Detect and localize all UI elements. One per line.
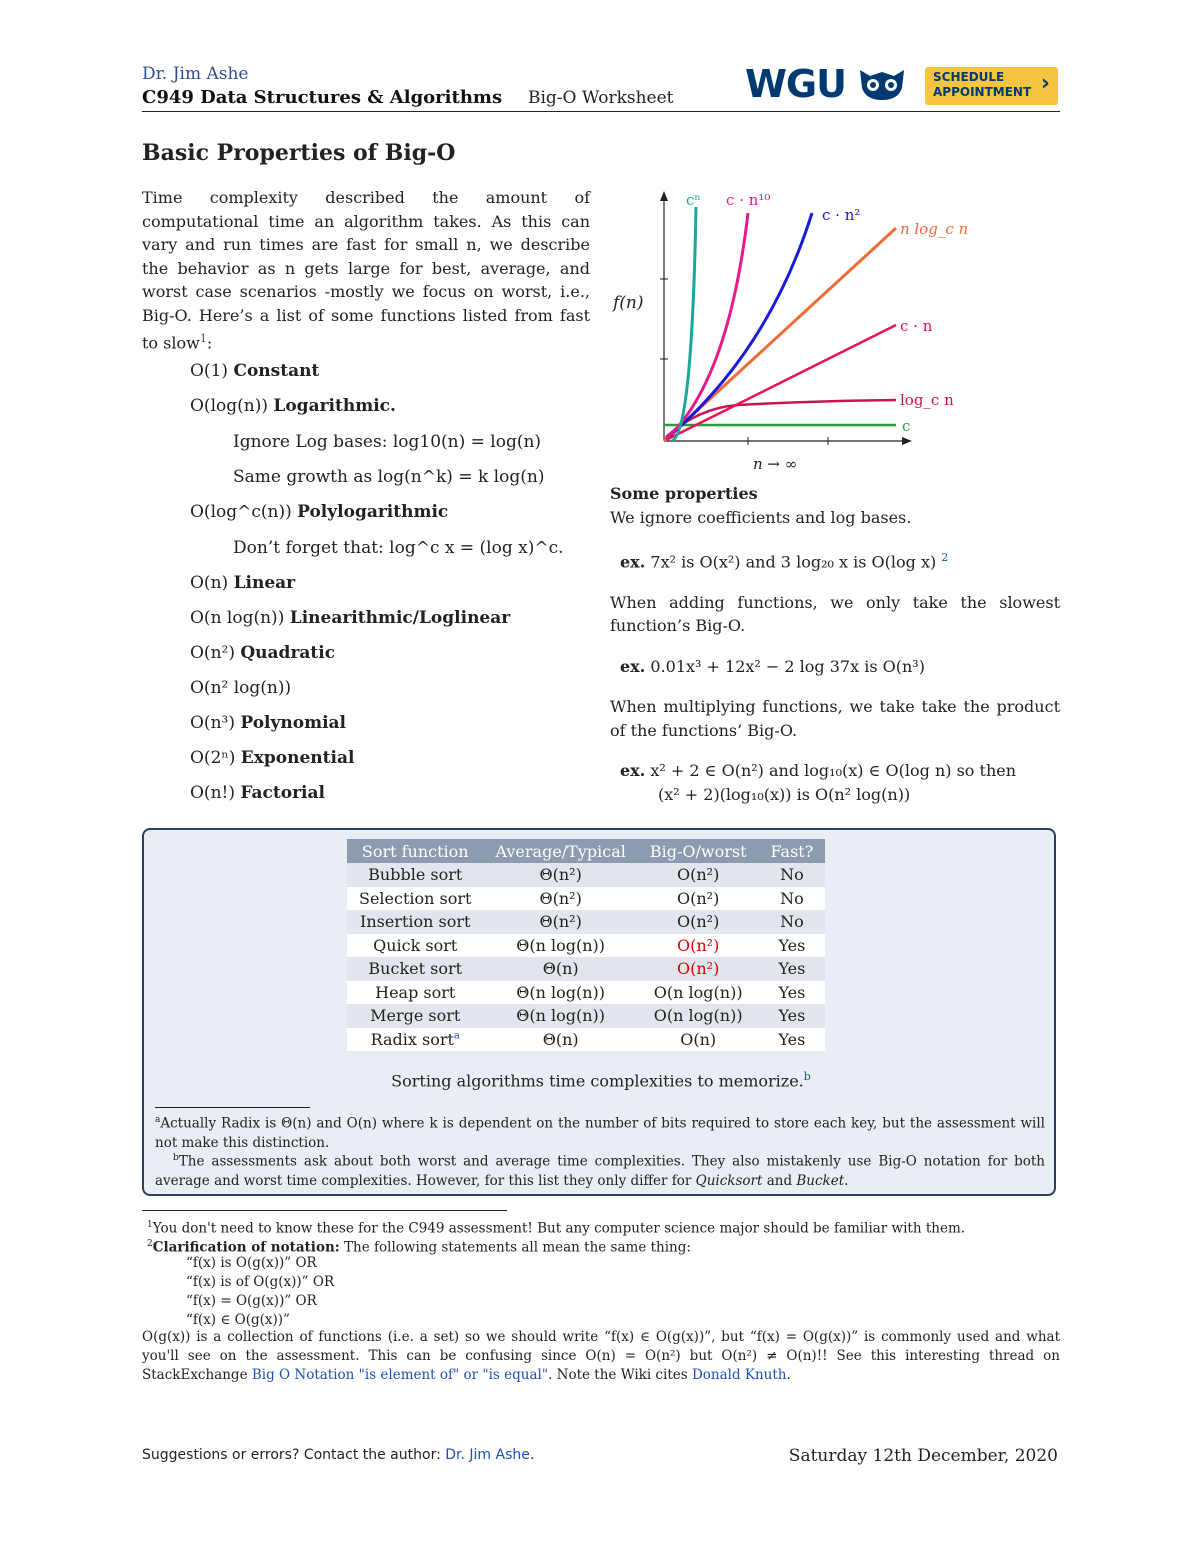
list-item xyxy=(190,608,510,628)
table-row xyxy=(347,1028,825,1052)
ex-label: ex. xyxy=(620,552,646,572)
cell-name xyxy=(347,1028,483,1052)
cell-fast: Yes xyxy=(759,1028,826,1052)
list-item xyxy=(190,396,396,416)
list-item xyxy=(190,678,291,698)
cell-fast: Yes xyxy=(759,934,826,958)
cell-name: Bucket sort xyxy=(347,957,483,981)
statement-item: “f(x) ∈ O(g(x))” xyxy=(186,1312,290,1328)
example-2 xyxy=(610,655,1060,679)
worksheet-title: Big-O Worksheet xyxy=(528,88,674,108)
cell-fast: Yes xyxy=(759,957,826,981)
label-constant: c xyxy=(902,417,911,435)
growth-chart xyxy=(608,183,998,478)
list-name: Quadratic xyxy=(240,643,336,663)
course-title: C949 Data Structures & Algorithms xyxy=(142,87,503,108)
intro-end: : xyxy=(206,333,213,353)
cell-fast: No xyxy=(759,910,826,934)
owl-logo-icon xyxy=(858,66,906,102)
list-name: Polynomial xyxy=(240,713,346,733)
cell-avg: Θ(n) xyxy=(483,1028,637,1052)
table-row xyxy=(347,957,825,981)
list-item xyxy=(190,643,335,663)
footnote-ref-1[interactable]: 1 xyxy=(199,332,207,345)
table-row xyxy=(347,863,825,887)
cell-worst: O(n²) xyxy=(638,957,759,981)
list-name: Exponential xyxy=(240,748,355,768)
wgu-logo: WGU xyxy=(745,62,846,106)
label-linear: c · n xyxy=(900,317,933,335)
cell-worst: O(n²) xyxy=(638,934,759,958)
chart-ylabel: f(n) xyxy=(613,293,644,313)
cell-avg: Θ(n log(n)) xyxy=(483,981,637,1005)
list-item xyxy=(190,502,448,522)
list-expr: O(log(n)) xyxy=(190,396,268,416)
list-expr: Same growth as log(n^k) = k log(n) xyxy=(233,467,545,487)
table-row xyxy=(347,981,825,1005)
y-axis-arrow-icon xyxy=(660,191,668,201)
list-expr: O(1) xyxy=(190,361,229,381)
notation-text: O(g(x)) is a collection of functions (i.e. a set) so we should write “f(x) ∈ O(g(x))”, but “f(x) = O(g(x))” is commonly used and what you'll see on the assessment. This can be confusing since O(n) = O(n²) but O(n²) ≠ O(n)!! See this interesting thread on StackExchange xyxy=(142,1329,1060,1383)
example-3-line2: (x² + 2)(log₁₀(x)) is O(n² log(n)) xyxy=(658,784,911,804)
schedule-label-1: SCHEDULE xyxy=(933,70,1005,84)
section-title: Basic Properties of Big-O xyxy=(142,140,456,166)
table-row xyxy=(347,910,825,934)
list-item xyxy=(233,467,544,487)
footnote-a-mark: a xyxy=(155,1115,161,1125)
cell-worst: O(n log(n)) xyxy=(638,1004,759,1028)
sort-table xyxy=(347,839,825,1051)
footnote-ref-a[interactable]: a xyxy=(453,1030,460,1042)
cell-fast: No xyxy=(759,863,826,887)
box-footnote-rule xyxy=(155,1107,310,1108)
example-1 xyxy=(610,546,1060,574)
footer-text: Suggestions or errors? Contact the author: xyxy=(142,1447,446,1463)
footnote-b-text: The assessments ask about both worst and average time complexities. They also mistakenly use Big-O notation for both average and worst time complexities. However, for this list they only differ for xyxy=(155,1153,1045,1189)
header-average: Average/Typical xyxy=(483,839,637,863)
curve-linear xyxy=(664,325,896,441)
list-expr: O(2ⁿ) xyxy=(190,748,236,768)
cell-name: Bubble sort xyxy=(347,863,483,887)
cell-name: Quick sort xyxy=(347,934,483,958)
list-name: Linear xyxy=(233,573,296,593)
list-item xyxy=(190,573,295,593)
cell-worst: O(n) xyxy=(638,1028,759,1052)
header-sort-function: Sort function xyxy=(347,839,483,863)
footer-text-end: . xyxy=(529,1447,535,1463)
cell-avg: Θ(n²) xyxy=(483,910,637,934)
cell-avg: Θ(n) xyxy=(483,957,637,981)
cell-avg: Θ(n²) xyxy=(483,863,637,887)
schedule-appointment-button[interactable] xyxy=(925,67,1058,105)
list-expr: O(n² log(n)) xyxy=(190,678,292,698)
footnote-b-quicksort: Quicksort xyxy=(695,1172,763,1189)
cell-name: Merge sort xyxy=(347,1004,483,1028)
list-name: Factorial xyxy=(240,783,325,803)
list-expr: O(n) xyxy=(190,573,229,593)
list-item xyxy=(190,783,325,803)
intro-text: Time complexity described the amount of computational time an algorithm takes. As this can vary and run times are fast for small n, we describe the behavior as n gets large for best, average, and worst case scenarios -mostly we focus on worst, i.e., Big-O. Here’s a list of some functions listed from fast to slow xyxy=(142,188,590,353)
header-fast: Fast? xyxy=(759,839,826,863)
intro-paragraph xyxy=(142,186,590,355)
footnote-ref-b[interactable]: b xyxy=(803,1070,811,1083)
cell-name: Heap sort xyxy=(347,981,483,1005)
footnote-1-text: You don't need to know these for the C949 assessment! But any computer science major should be familiar with them. xyxy=(152,1220,966,1237)
cell-fast: Yes xyxy=(759,981,826,1005)
footnote-b-mark: b xyxy=(173,1153,179,1163)
header-rule xyxy=(142,111,1060,112)
author-name: Dr. Jim Ashe xyxy=(142,64,249,84)
header-worst: Big-O/worst xyxy=(638,839,759,863)
cell-worst: O(n²) xyxy=(638,863,759,887)
property-3: When multiplying functions, we take take the product of the functions’ Big-O. xyxy=(610,697,1060,740)
list-item xyxy=(190,361,319,381)
ex-label: ex. xyxy=(620,656,646,676)
notation-paragraph xyxy=(142,1328,1060,1385)
cell-avg: Θ(n log(n)) xyxy=(483,934,637,958)
cell-fast: No xyxy=(759,887,826,911)
example-1-text: 7x² is O(x²) and 3 log₂₀ x is O(log x) xyxy=(650,552,937,572)
cell-fast: Yes xyxy=(759,1004,826,1028)
footnote-b-end: . xyxy=(844,1172,849,1189)
statement-item: “f(x) = O(g(x))” OR xyxy=(186,1293,317,1309)
label-nlogn: n log_c n xyxy=(900,220,969,238)
box-footnote-b xyxy=(155,1149,1045,1191)
chevron-right-icon: › xyxy=(1040,71,1050,96)
table-caption xyxy=(142,1070,1060,1090)
list-item xyxy=(190,748,354,768)
list-expr: O(n log(n)) xyxy=(190,608,285,628)
footnote-2-bold: Clarification of notation: xyxy=(152,1239,340,1256)
page-footnote-rule xyxy=(142,1210,507,1211)
footnote-1-mark: 1 xyxy=(147,1220,153,1230)
list-name: Logarithmic. xyxy=(273,396,396,416)
list-expr: O(log^c(n)) xyxy=(190,502,292,522)
properties-heading: Some properties xyxy=(610,484,758,503)
cell-name-text: Radix sort xyxy=(370,1029,454,1049)
list-expr: Don’t forget that: log^c x = (log x)^c. xyxy=(233,538,564,558)
list-name: Linearithmic/Loglinear xyxy=(289,608,511,628)
footnote-b-and: and xyxy=(762,1172,797,1189)
notation-text-3: . xyxy=(786,1367,791,1383)
property-2: When adding functions, we only take the slowest function’s Big-O. xyxy=(610,592,1060,636)
table-row xyxy=(347,887,825,911)
table-header-row xyxy=(347,839,825,863)
footnote-b-bucket: Bucket xyxy=(796,1172,845,1189)
x-axis-arrow-icon xyxy=(902,437,912,445)
knuth-link[interactable]: Donald Knuth xyxy=(691,1367,787,1383)
properties-section xyxy=(610,482,1060,806)
label-exponential: cⁿ xyxy=(686,191,701,209)
footer-suggestions xyxy=(142,1447,534,1463)
property-1: We ignore coefficients and log bases. xyxy=(610,507,912,527)
list-item xyxy=(190,713,346,733)
cell-name: Insertion sort xyxy=(347,910,483,934)
footnote-a-text: Actually Radix is Θ(n) and O(n) where k is dependent on the number of bits required to store each key, but the assessment will not make this distinction. xyxy=(155,1115,1045,1151)
caption-text: Sorting algorithms time complexities to memorize. xyxy=(391,1071,804,1091)
cell-worst: O(n log(n)) xyxy=(638,981,759,1005)
list-item xyxy=(233,538,564,558)
table-row xyxy=(347,1004,825,1028)
cell-worst: O(n²) xyxy=(638,887,759,911)
cell-worst: O(n²) xyxy=(638,910,759,934)
label-log: log_c n xyxy=(900,391,954,409)
footnote-2-text: The following statements all mean the same thing: xyxy=(339,1239,691,1256)
cell-avg: Θ(n²) xyxy=(483,887,637,911)
stackexchange-link[interactable]: Big O Notation "is element of" or "is equal" xyxy=(251,1367,549,1383)
footer-date: Saturday 12th December, 2020 xyxy=(788,1446,1058,1466)
label-quadratic: c · n² xyxy=(822,206,861,224)
notation-text-2: . Note the Wiki cites xyxy=(548,1367,692,1383)
list-expr: Ignore Log bases: log10(n) = log(n) xyxy=(233,432,542,452)
statement-item: “f(x) is O(g(x))” OR xyxy=(186,1255,317,1271)
list-expr: O(n³) xyxy=(190,713,235,733)
example-2-text: 0.01x³ + 12x² − 2 log 37x is O(n³) xyxy=(650,656,925,676)
table-row xyxy=(347,934,825,958)
example-3 xyxy=(610,759,1060,783)
label-polynomial: c · n¹⁰ xyxy=(726,191,771,209)
schedule-label-2: APPOINTMENT xyxy=(933,85,1032,99)
cell-avg: Θ(n log(n)) xyxy=(483,1004,637,1028)
box-footnote-a xyxy=(155,1111,1045,1153)
author-contact-link[interactable]: Dr. Jim Ashe xyxy=(445,1447,530,1463)
list-expr: O(n!) xyxy=(190,783,235,803)
list-expr: O(n²) xyxy=(190,643,235,663)
list-name: Polylogarithmic xyxy=(297,502,449,522)
example-3-line1: x² + 2 ∈ O(n²) and log₁₀(x) ∈ O(log n) so then xyxy=(650,761,1017,781)
cell-name: Selection sort xyxy=(347,887,483,911)
list-item xyxy=(233,432,541,452)
footnote-ref-2[interactable]: 2 xyxy=(941,551,949,564)
list-name: Constant xyxy=(233,361,320,381)
footnote-2-mark: 2 xyxy=(147,1239,153,1249)
statement-item: “f(x) is of O(g(x))” OR xyxy=(186,1274,335,1290)
ex-label: ex. xyxy=(620,761,646,781)
chart-xlabel: n → ∞ xyxy=(753,455,798,473)
